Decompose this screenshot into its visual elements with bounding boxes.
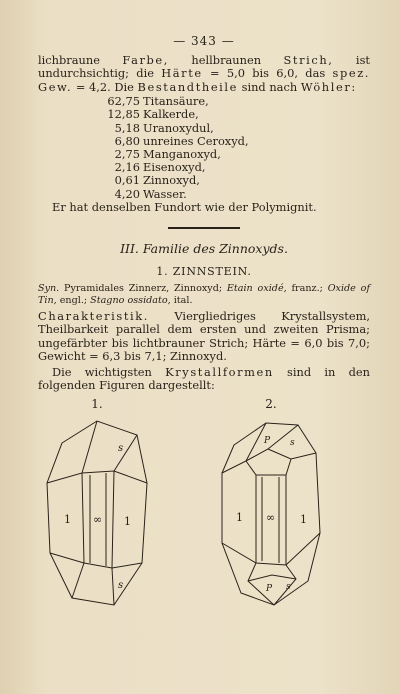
value: 4,20 xyxy=(114,186,140,201)
mineral-heading: 1. ZINNSTEIN. xyxy=(156,265,252,279)
term-spez-gew: spez. Gew. xyxy=(38,66,371,94)
crystal-drawing-1 xyxy=(42,413,152,613)
term-bestandtheile: Bestandtheile xyxy=(137,79,238,94)
edge xyxy=(268,449,316,459)
component: unreines Ceroxyd, xyxy=(143,133,249,148)
term-farbe: Farbe, xyxy=(122,53,169,67)
text: engl.; xyxy=(56,294,91,306)
face-label: 1 xyxy=(124,514,131,528)
charakteristik-paragraph xyxy=(38,310,370,364)
text: = 5,0 bis 6,0, das xyxy=(202,66,333,81)
component: Zinnoxyd, xyxy=(143,173,200,188)
text: = 4,2. Die xyxy=(72,79,138,94)
family-heading: III. Familie des Zinnoxyds. xyxy=(120,241,288,257)
edge xyxy=(112,568,114,605)
edge xyxy=(82,473,84,563)
face-label: 1 xyxy=(236,510,243,524)
list-item xyxy=(100,135,370,148)
syn-french: Etain oxidé, xyxy=(226,283,287,295)
face-label: 1 xyxy=(64,512,71,526)
text: hellbraunen xyxy=(169,53,284,67)
text: Pyramidales Zinnerz, Zinnoxyd; xyxy=(59,283,227,295)
term-strich: Strich, xyxy=(283,53,334,67)
value: 2,16 xyxy=(114,160,140,175)
list-item xyxy=(100,188,370,201)
value: 2,75 xyxy=(114,147,140,162)
edge xyxy=(82,471,147,483)
syn-english: Oxide of Tin, xyxy=(38,283,370,306)
figure-label: 2. xyxy=(265,396,277,411)
text: sind nach xyxy=(237,79,301,94)
text: lichbraune xyxy=(38,53,123,67)
component: Uranoxydul, xyxy=(143,120,214,135)
face-label: P xyxy=(264,435,271,446)
syn-italian: Stagno ossidato, xyxy=(90,294,171,306)
crystal-drawing-2 xyxy=(216,413,326,613)
value: 62,75 xyxy=(107,94,140,109)
value: 0,61 xyxy=(114,173,140,188)
term-woehler: Wöhler: xyxy=(300,79,357,94)
face-label: ∞ xyxy=(266,510,276,524)
edge xyxy=(72,563,84,598)
page-number: — 343 — xyxy=(173,34,235,48)
component: Titansäure, xyxy=(143,94,209,109)
section-divider xyxy=(168,227,240,229)
list-item xyxy=(100,161,370,174)
face-label: 1 xyxy=(300,512,307,526)
edge xyxy=(248,575,296,581)
edge xyxy=(222,533,320,565)
face-label: P xyxy=(266,583,273,594)
term-haerte: Härte xyxy=(161,66,203,81)
figure-1 xyxy=(42,397,152,613)
list-item xyxy=(100,174,370,187)
figure-2 xyxy=(216,397,326,613)
component: Kalkerde, xyxy=(143,107,199,122)
face-label: ∞ xyxy=(93,512,103,526)
face-label: s xyxy=(118,442,124,454)
text: Viergliedriges Krystallsystem, Theilbarkeit parallel dem ersten und zweiten Prisma; ungefärbter bis lichtbrauner Strich; Härte = 6,0 bis 7,0; Gewicht = 6,3 bis 7,1; Zinnoxyd. xyxy=(38,309,370,364)
figure-label: 1. xyxy=(91,396,103,411)
text: ital. xyxy=(170,294,193,306)
intro-paragraph xyxy=(38,54,370,94)
edge xyxy=(47,421,97,483)
value: 6,80 xyxy=(114,133,140,148)
edge xyxy=(246,459,291,475)
crystal-figures xyxy=(38,397,370,627)
face-label: s xyxy=(290,437,295,448)
text: Die wichtigsten xyxy=(52,364,166,379)
list-item xyxy=(100,122,370,135)
edge xyxy=(112,471,114,568)
krystall-paragraph xyxy=(38,366,370,393)
edge xyxy=(274,565,296,605)
term-krystallformen: Krystallformen xyxy=(165,364,274,379)
fundort-line: Er hat denselben Fundort wie der Polymignit. xyxy=(52,199,317,214)
list-item xyxy=(100,148,370,161)
syn-label: Syn. xyxy=(38,283,60,295)
list-item xyxy=(100,95,370,108)
edge xyxy=(50,553,142,568)
face-label: s xyxy=(118,579,124,591)
face-label: s xyxy=(286,581,291,592)
component: Manganoxyd, xyxy=(143,147,221,162)
component: Eisenoxyd, xyxy=(143,160,206,175)
text: ist undurchsichtig; die xyxy=(38,53,370,81)
synonyms xyxy=(38,283,370,306)
component: Wasser. xyxy=(143,186,187,201)
composition-list xyxy=(100,95,370,201)
list-item xyxy=(100,108,370,121)
edge xyxy=(222,423,266,473)
text: sind in den folgenden Figuren dargestellt: xyxy=(38,364,370,393)
value: 12,85 xyxy=(107,107,140,122)
charakteristik-label: Charakteristik. xyxy=(38,309,149,324)
text: franz.; xyxy=(286,283,328,295)
value: 5,18 xyxy=(114,120,140,135)
